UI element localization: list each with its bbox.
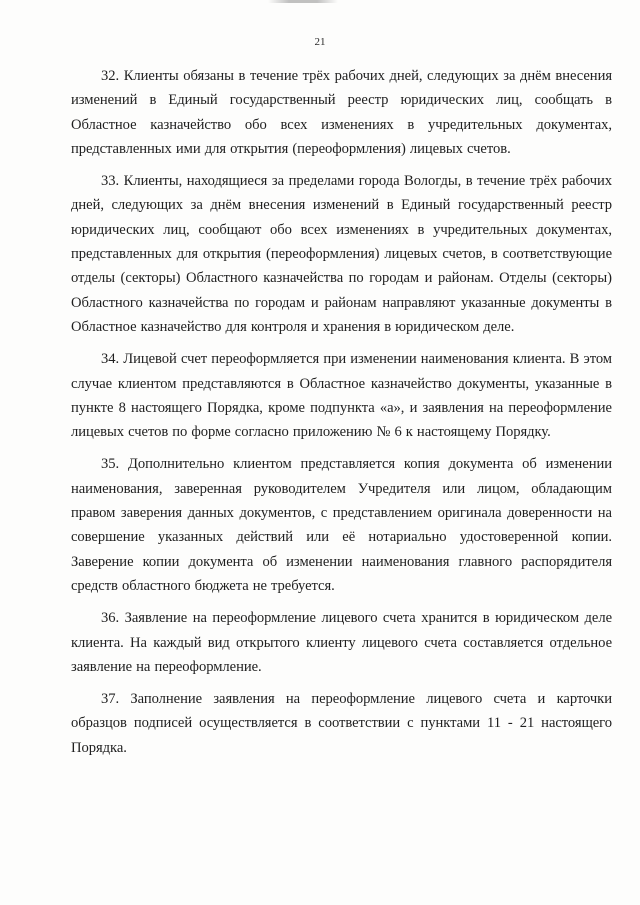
paragraph-34: 34. Лицевой счет переоформляется при изменении наименования клиента. В этом случае клиентом представляются в Областное казначейство документы, указанные в пункте 8 настоящего Порядка, кроме подпункта «а», и заявления на переоформление лицевых счетов по форме согласно приложению № 6 к настоящему Порядку.: [71, 351, 612, 441]
document-body: [71, 64, 612, 770]
paragraph-33: 33. Клиенты, находящиеся за пределами города Вологды, в течение трёх рабочих дней, следующих за днём внесения изменений в Единый государственный реестр юридических лиц, сообщают обо всех изменениях в учредительных документах, представленных для открытия (переоформления) лицевых счетов, в соответствующие отделы (секторы) Областного казначейства по городам и районам. Отделы (секторы) Областного казначейства по городам и районам направляют указанные документы в Областное казначейство для контроля и хранения в юридическом деле.: [71, 173, 612, 335]
paragraph-32: 32. Клиенты обязаны в течение трёх рабочих дней, следующих за днём внесения изменений в Единый государственный реестр юридических лиц, сообщать в Областное казначейство обо всех изменениях в учредительных документах, представленных ими для открытия (переоформления) лицевых счетов.: [71, 68, 612, 157]
page-number: 21: [314, 36, 326, 48]
paragraph-37: 37. Заполнение заявления на переоформление лицевого счета и карточки образцов подписей осуществляется в соответствии с пунктами 11 - 21 настоящего Порядка.: [71, 691, 612, 756]
paragraph-35: 35. Дополнительно клиентом представляется копия документа об изменении наименования, заверенная руководителем Учредителя или лицом, обладающим правом заверения данных документов, с представлением оригинала доверенности на совершение указанных действий или её нотариально удостоверенной копии. Заверение копии документа об изменении наименования главного распорядителя средств областного бюджета не требуется.: [71, 456, 612, 594]
paragraph-36: 36. Заявление на переоформление лицевого счета хранится в юридическом деле клиента. На каждый вид открытого клиенту лицевого счета составляется отдельное заявление на переоформление.: [71, 610, 612, 675]
scan-artifact: [268, 0, 338, 3]
